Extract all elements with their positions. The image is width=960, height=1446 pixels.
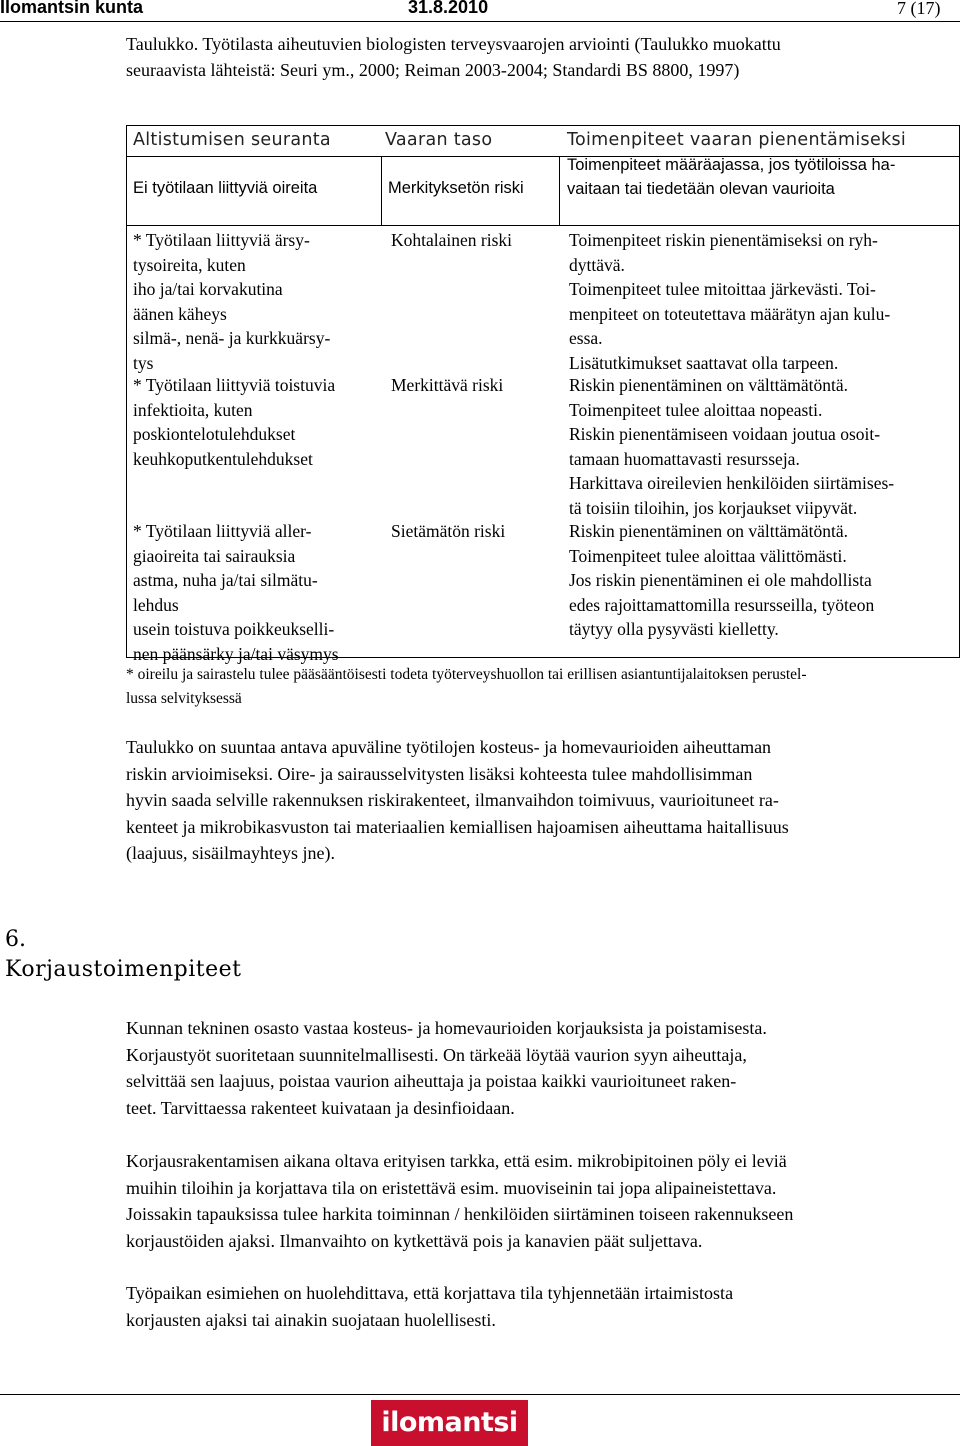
- ilomantsi-logo: ilomantsi: [371, 1400, 528, 1446]
- table-header-measures: Toimenpiteet vaaran pienentämiseksi: [567, 130, 907, 150]
- row3-measures: Riskin pienentäminen on välttämätöntä. Toimenpiteet tulee aloittaa nopeasti. Riskin pienentämiseen voidaan joutua osoit- tamaan huomattavasti resursseja. Harkittava oireilevien henkilöiden siirtämises- tä toisiin tiloihin, jos korjaukset viipyvät.: [569, 375, 895, 518]
- paragraph-supervisor: Työpaikan esimiehen on huolehdittava, että korjattava tila tyhjennetään irtaimistosta korjausten ajaksi tai ainakin suojataan huolellisesti.: [126, 1283, 734, 1330]
- row2-exposure: * Työtilaan liittyviä ärsy- tysoireita, kuten iho ja/tai korvakutina äänen käheys silmä-, nenä- ja kurkkuärsy- tys: [133, 230, 331, 373]
- row1-divider: [127, 225, 959, 226]
- table-caption: Taulukko. Työtilasta aiheutuvien biologisten terveysvaarojen arviointi (Taulukko muokattu seuraavista lähteistä: Seuri ym., 2000; Reiman 2003-2004; Standardi BS 8800, 1997): [126, 34, 781, 80]
- header-page-number: 7 (17): [897, 0, 941, 18]
- section-number: 6.: [5, 927, 26, 952]
- row1-exposure: Ei työtilaan liittyviä oireita: [133, 179, 318, 197]
- paragraph-responsibility: Kunnan tekninen osasto vastaa kosteus- ja homevaurioiden korjauksista ja poistamisesta. Korjaustyöt suoritetaan suunnitelmallisesti. On tärkeää löytää vaurion syyn aiheuttaja, selvittää sen laajuus, poistaa vaurion aiheuttaja ja poistaa kaikki vaurioituneet raken- teet. Tarvittaessa rakenteet kuivataan ja desinfioidaan.: [126, 1018, 767, 1118]
- row2-hazard-level: Kohtalainen riski: [391, 230, 513, 250]
- paragraph-table-usage: Taulukko on suuntaa antava apuväline työtilojen kosteus- ja homevaurioiden aiheuttaman riskin arvioimiseksi. Oire- ja sairausselvitysten lisäksi kohteesta tulee mahdollisimman hyvin saada selville rakennuksen riskirakenteet, ilmanvaihdon toimivuus, vaurioituneet ra- kenteet ja mikrobikasvuston tai materiaalien kemiallisen hajoamisen aiheuttama haitallisuus (laajuus, sisäilmayhteys jne).: [126, 737, 789, 863]
- table-header-exposure: Altistumisen seuranta: [133, 130, 331, 150]
- row4-measures: Riskin pienentäminen on välttämätöntä. Toimenpiteet tulee aloittaa välittömästi. Jos riskin pienentäminen ei ole mahdollista edes rajoittamattomilla resursseilla, työteon täytyy olla pysyvästi kielletty.: [569, 521, 875, 639]
- row1-hazard-level: Merkityksetön riski: [388, 179, 524, 197]
- header-org: Ilomantsin kunta: [0, 0, 144, 17]
- row1-measures: Toimenpiteet määräajassa, jos työtiloissa ha- vaitaan tai tiedetään olevan vaurioita: [567, 156, 896, 198]
- section-title: Korjaustoimenpiteet: [5, 957, 242, 982]
- col-divider-2-top: [559, 156, 560, 226]
- table-header-hazard-level: Vaaran taso: [385, 130, 493, 150]
- row4-exposure: * Työtilaan liittyviä aller- giaoireita tai sairauksia astma, nuha ja/tai silmätu- lehdus usein toistuva poikkeukselli- nen päänsärky ja/tai väsymys: [133, 521, 339, 664]
- row3-hazard-level: Merkittävä riski: [391, 375, 504, 395]
- header-divider: [0, 21, 960, 22]
- row3-exposure: * Työtilaan liittyviä toistuvia infektioita, kuten poskiontelotulehdukset keuhkoputkentulehdukset: [133, 375, 336, 469]
- row2-measures: Toimenpiteet riskin pienentämiseksi on ryh- dyttävä. Toimenpiteet tulee mitoittaa järkevästi. Toi- menpiteet on toteutettava määrätyn ajan kulu- essa. Lisätutkimukset saattavat olla tarpeen.: [569, 230, 891, 373]
- table-footnote: * oireilu ja sairastelu tulee pääsääntöisesti todeta työterveyshuollon tai erillisen asiantuntijalaitoksen perustel- lussa selvityksessä: [126, 666, 807, 707]
- header-date: 31.8.2010: [408, 0, 489, 17]
- row4-hazard-level: Sietämätön riski: [391, 521, 506, 541]
- paragraph-renovation: Korjausrakentamisen aikana oltava erityisen tarkka, että esim. mikrobipitoinen pöly ei leviä muihin tiloihin ja korjattava tila on eristettävä esim. muoviseinin tai jopa alipaineistettava. Joissakin tapauksissa tulee harkita toiminnan / henkilöiden siirtäminen toiseen rakennukseen korjaustöiden ajaksi. Ilmanvaihto on kytkettävä pois ja kanavien päät suljettava.: [126, 1151, 794, 1251]
- risk-table: [126, 125, 960, 664]
- col-divider-1-top: [381, 156, 382, 226]
- footer-divider: [0, 1394, 960, 1395]
- page-header: [0, 0, 960, 22]
